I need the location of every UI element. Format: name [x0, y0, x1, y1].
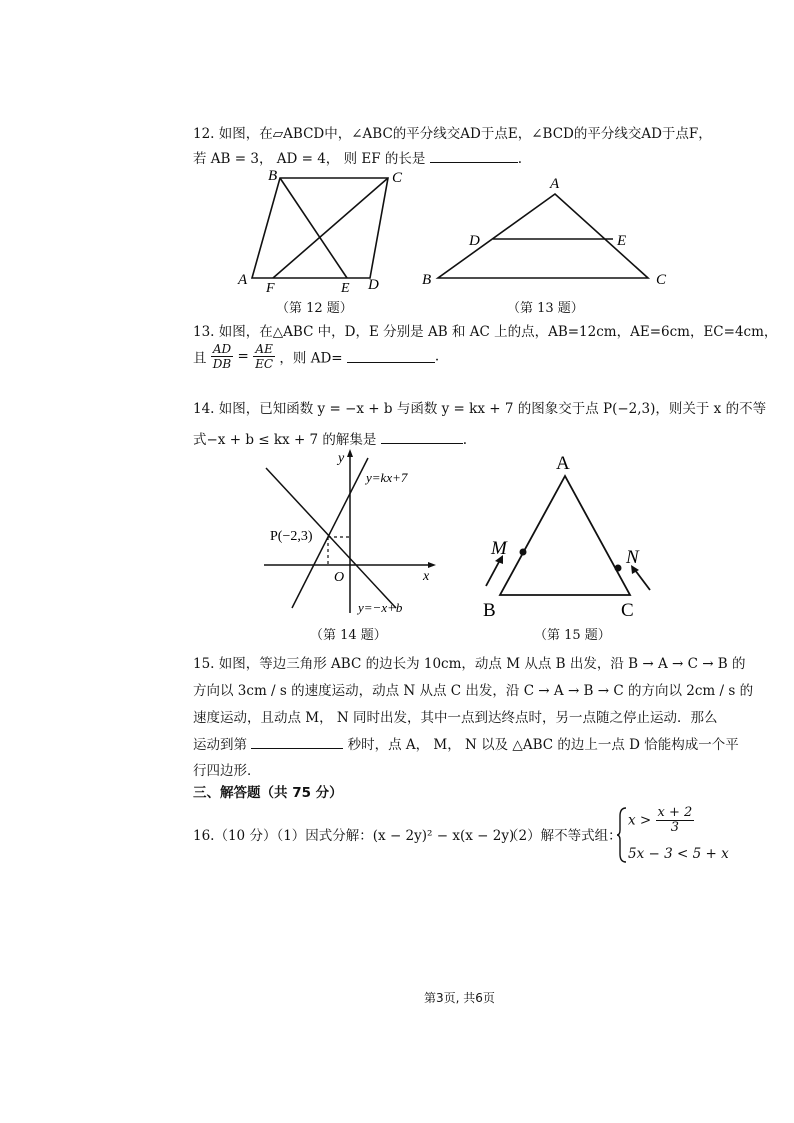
caption-12: （第 12 题）: [276, 301, 353, 316]
point-m: [520, 549, 527, 556]
q14-line2: [193, 428, 467, 448]
q14-end: .: [462, 432, 468, 448]
x-axis-arrow: [428, 562, 436, 568]
label-c: C: [656, 272, 667, 288]
q13-line2: [193, 342, 439, 378]
q14-line1: 14. 如图，已知函数 y = −x + b 与函数 y = kx + 7 的图象交于点 P(−2,3)，则关于 x 的不等: [193, 401, 767, 417]
label-d: D: [469, 233, 480, 249]
q15-line3: 速度运动，且动点 M， N 同时出发，其中一点到达终点时，另一点随之停止运动．那么: [193, 710, 718, 726]
q13-mid: ，则 AD=: [279, 350, 343, 367]
figure-15: [478, 450, 658, 622]
label-e: E: [617, 233, 627, 249]
figure-14: [258, 448, 443, 620]
figure-12: [230, 166, 410, 296]
section-heading: 三、解答题（共 75 分）: [193, 785, 343, 801]
label-b: B: [268, 168, 278, 184]
q15-line1: 15. 如图，等边三角形 ABC 的边长为 10cm，动点 M 从点 B 出发，沿 B → A → C → B 的: [193, 656, 746, 672]
label-x: x: [423, 569, 430, 584]
brace-icon: [616, 806, 628, 864]
parallelogram-abcd: [252, 178, 388, 278]
q14-answer-blank[interactable]: [381, 431, 463, 444]
q13-line1: 13. 如图，在△ABC 中，D，E 分别是 AB 和 AC 上的点，AB=12cm，AE=6cm，EC=4cm，: [193, 324, 778, 340]
q12-answer-blank[interactable]: [430, 150, 518, 163]
q12-end: .: [517, 151, 522, 167]
q15-line4: [193, 733, 739, 753]
page-footer: 第3页, 共6页: [424, 991, 495, 1005]
label-y: y: [338, 451, 345, 466]
inequality-2: 5x − 3 < 5 + x: [628, 846, 729, 862]
label-b: B: [422, 272, 432, 288]
q14-line2-text: 式−x + b ≤ kx + 7 的解集是: [193, 432, 377, 448]
q15-line4-suffix: 秒时，点 A， M， N 以及 △ABC 的边上一点 D 恰能构成一个平: [347, 737, 739, 753]
label-d: D: [368, 277, 379, 293]
q16-part2: （2）解不等式组：: [505, 828, 622, 844]
inequality-1: [628, 806, 694, 835]
q15-answer-blank[interactable]: [251, 736, 343, 749]
q15-line5: 行四边形．: [193, 763, 261, 779]
triangle-abc: [500, 476, 630, 595]
label-c: C: [392, 170, 403, 186]
label-line-x-b: y=−x+b: [358, 600, 403, 615]
label-origin: O: [334, 570, 345, 585]
label-a: A: [556, 453, 570, 474]
q13-end: .: [434, 348, 440, 365]
fraction-ae-ec: $\frac{AE}{EC}$: [255, 342, 274, 371]
label-e: E: [341, 281, 350, 296]
q13-answer-blank[interactable]: [347, 350, 435, 363]
q12-line1: 12. 如图，在▱ABCD中，∠ABC的平分线交AD于点E，∠BCD的平分线交AD于点F，: [193, 126, 712, 142]
inequality-system: [616, 805, 729, 866]
q16-part1: 16.（10 分）（1）因式分解：(x − 2y)² − x(x − 2y): [193, 828, 515, 844]
label-a: A: [238, 272, 248, 288]
arrow-m-shaft: [486, 560, 500, 586]
q13-eq: =: [237, 348, 249, 365]
caption-15: （第 15 题）: [534, 628, 611, 643]
label-c: C: [621, 600, 634, 621]
q15-line2: 方向以 3cm / s 的速度运动，动点 N 从点 C 出发，沿 C → A → B → C 的方向以 2cm / s 的: [193, 683, 754, 699]
caption-14: （第 14 题）: [310, 628, 387, 643]
ineq1-fraction: $\frac{x + 2}{3}$: [657, 805, 693, 835]
caption-13: （第 13 题）: [507, 301, 584, 316]
y-axis-arrow: [347, 449, 353, 457]
label-f: F: [266, 281, 275, 296]
q12-line2-text: 若 AB = 3， AD = 4， 则 EF 的长是: [193, 151, 426, 167]
q15-line4-prefix: 运动到第: [193, 737, 247, 753]
label-a: A: [550, 176, 560, 192]
label-m: M: [491, 538, 507, 559]
label-line-kx: y=kx+7: [366, 470, 408, 485]
q12-line2: [193, 147, 522, 167]
label-b: B: [483, 600, 496, 621]
arrow-n-shaft: [635, 570, 650, 590]
point-n: [615, 565, 622, 572]
figure-13: [420, 172, 680, 292]
ineq1-left: x >: [628, 812, 652, 829]
fraction-ad-db: $\frac{AD}{DB}$: [212, 342, 232, 371]
q13-prefix: 且: [193, 350, 207, 367]
label-n: N: [626, 547, 639, 568]
label-point-p: P(−2,3): [270, 529, 313, 544]
